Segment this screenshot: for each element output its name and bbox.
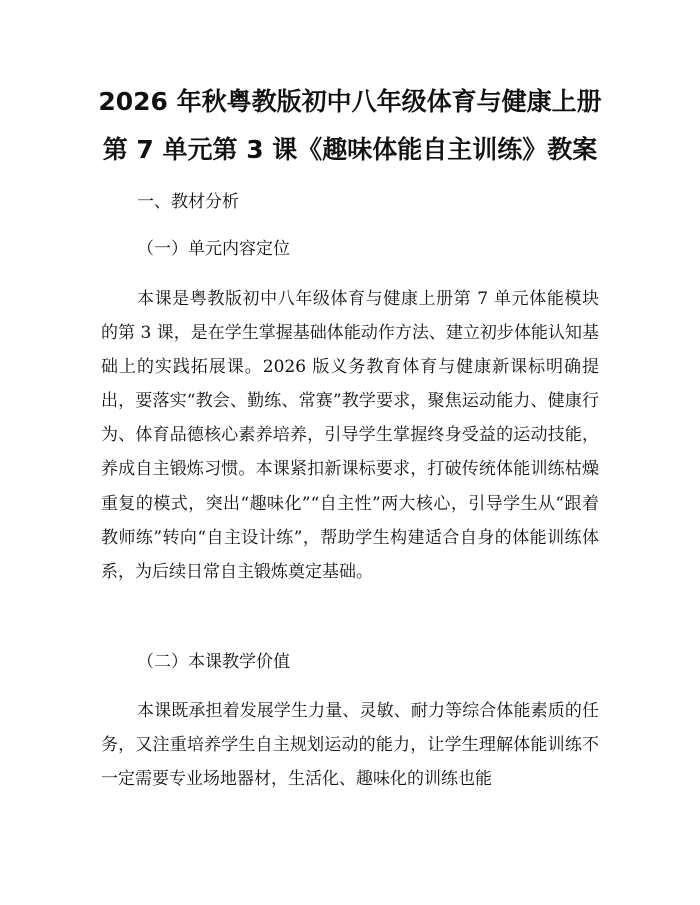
document-title-line-2: 第 7 单元第 3 课《趣味体能自主训练》教案 [102, 135, 598, 164]
document-title-line-1: 2026 年秋粤教版初中八年级体育与健康上册 [98, 87, 602, 116]
subsection-heading-unit-positioning: （一）单元内容定位 [137, 239, 290, 259]
subsection-heading-teaching-value: （二）本课教学价值 [137, 652, 290, 672]
paragraph-teaching-value: 本课既承担着发展学生力量、灵敏、耐力等综合体能素质的任务，又注重培养学生自主规划运动的能力，让学生理解体能训练不一定需要专业场地器材，生活化、趣味化的训练也能 [101, 701, 599, 790]
section-heading-textbook-analysis: 一、教材分析 [137, 192, 239, 212]
paragraph-unit-positioning: 本课是粤教版初中八年级体育与健康上册第 7 单元体能模块的第 3 课，是在学生掌握基础体能动作方法、建立初步体能认知基础上的实践拓展课。2026 版义务教育体育与健康新课标明确提出，要落实“教会、勤练、常赛”教学要求，聚焦运动能力、健康行为、体育品德核心素养培养，引导学生掌握终身受益的运动技能，养成自主锻炼习惯。本课紧扣新课标要求，打破传统体能训练枯燥重复的模式，突出“趣味化”“自主性”两大核心，引导学生从“跟着教师练”转向“自主设计练”，帮助学生构建适合自身的体能训练体系，为后续日常自主锻炼奠定基础。 [101, 289, 599, 582]
